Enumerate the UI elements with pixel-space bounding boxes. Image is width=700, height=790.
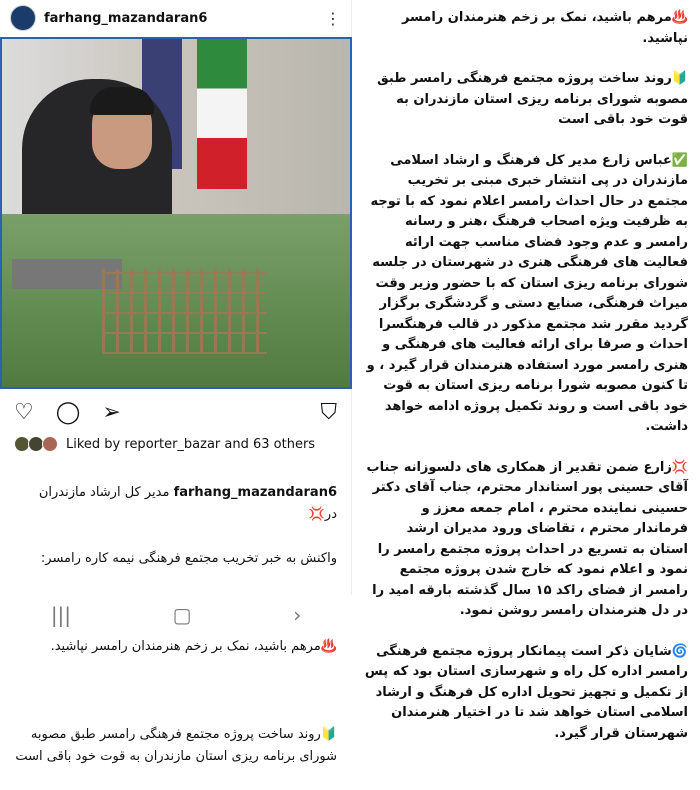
caption-line: 🔰روند ساخت پروژه مجتمع فرهنگی رامسر طبق مصوبه شورای برنامه ریزی استان مازندران به قوت خود باقی است [15,727,337,764]
paragraph: ♨️مرهم باشید، نمک بر زخم هنرمندان رامسر نپاشید. [401,10,688,46]
caption-line: مدیر کل ارشاد مازندران در💢 [38,485,337,522]
liked-by-text: Liked by reporter_bazar and 63 others [66,436,316,452]
paragraph: 💢زارع ضمن تقدیر از همکاری های دلسوزانه جناب آقای حسینی پور استاندار محترم، جناب آقای دکتر حسینی نماینده محترم ، امام جمعه معزز و فرماندار محترم ، تقاضای ورود مدیران ارشد استان به تسریع در احداث پروژه مجتمع رامسر را نمود و اعلام نمود که خارج شدن پروژه مجتمع رامسر از فضای راکد ۱۵ سال گذشته بارقه امید را در دل هنرمندان رامسر روشن نمود. [366,459,688,618]
paragraph: ✅عباس زارع مدیر کل فرهنگ و ارشاد اسلامی مازندران در پی انتشار خبری مبنی بر تخریب مجتمع در حال احداث رامسر اعلام نمود که با توجه به ظرفیت ویژه اصحاب فرهنگ ،هنر و رسانه رامسر و عدم وجود فضای مناسب جهت ارائه فعالیت های فرهنگی هنری در شهرستان در جلسه شورای برنامه ریزی استان که با حضور وزیر وقت میراث فرهنگی، صنایع دستی و گردشگری برگزار گردید مقرر شد مجتمع مذکور در قالب فرهنگسرا احداث و صرفا برای ارائه فعالیت های فرهنگی و هنری رامسر مورد استفاده هنرمندان قرار گیرد ، و تا کنون مصوبه شورا برنامه ریزی استان به قوت خود باقی است و روند تکمیل پروژه ادامه خواهد داشت. [366,152,688,434]
wooden-frame-structure [102,269,267,354]
post-actions [14,398,337,426]
android-nav-bar [0,595,352,635]
paragraph: 🌀شایان ذکر است پیمانکار پروژه مجتمع فرهنگی رامسر اداره کل راه و شهرسازی استان بود که پس از تکمیل و تجهیز تحویل اداره کل فرهنگ و ارشاد اسلامی استان خواهد شد تا در اختیار هنرمندان شهرستان قرار گیرد. [364,643,688,741]
bookmark-icon[interactable]: ⛉ [320,399,337,425]
caption-line: واکنش به خبر تخریب مجتمع فرهنگی نیمه کاره رامسر: [40,551,337,566]
office-photo [2,39,350,214]
back-icon[interactable]: › [293,603,302,627]
construction-site-photo [2,214,350,389]
hair [90,87,154,115]
iran-flag [197,39,247,189]
instagram-post-panel [0,0,352,764]
caption-username[interactable]: farhang_mazandaran6 [173,485,337,500]
paragraph: 🔰روند ساخت پروژه مجتمع فرهنگی رامسر طبق مصوبه شورای برنامه ریزی استان مازندران به قوت خود باقی است [377,71,688,127]
comment-icon[interactable]: ◯ [55,399,81,425]
caption-line: ♨️مرهم باشید، نمک بر زخم هنرمندان رامسر نپاشید. [50,639,337,654]
like-heart-icon[interactable]: ♡ [14,399,34,425]
share-send-icon[interactable]: ➢ [102,399,121,425]
liker-avatar [42,436,58,452]
home-icon[interactable]: ▢ [172,603,192,627]
article-text [360,0,700,741]
more-options-icon[interactable]: ⋮ [325,8,341,28]
official-portrait [22,79,172,214]
post-image[interactable] [0,37,352,389]
profile-avatar[interactable] [10,5,36,31]
recent-apps-icon[interactable]: ||| [50,603,72,627]
post-header [0,0,351,36]
likes-row[interactable] [14,436,315,452]
username[interactable]: farhang_mazandaran6 [44,10,208,26]
